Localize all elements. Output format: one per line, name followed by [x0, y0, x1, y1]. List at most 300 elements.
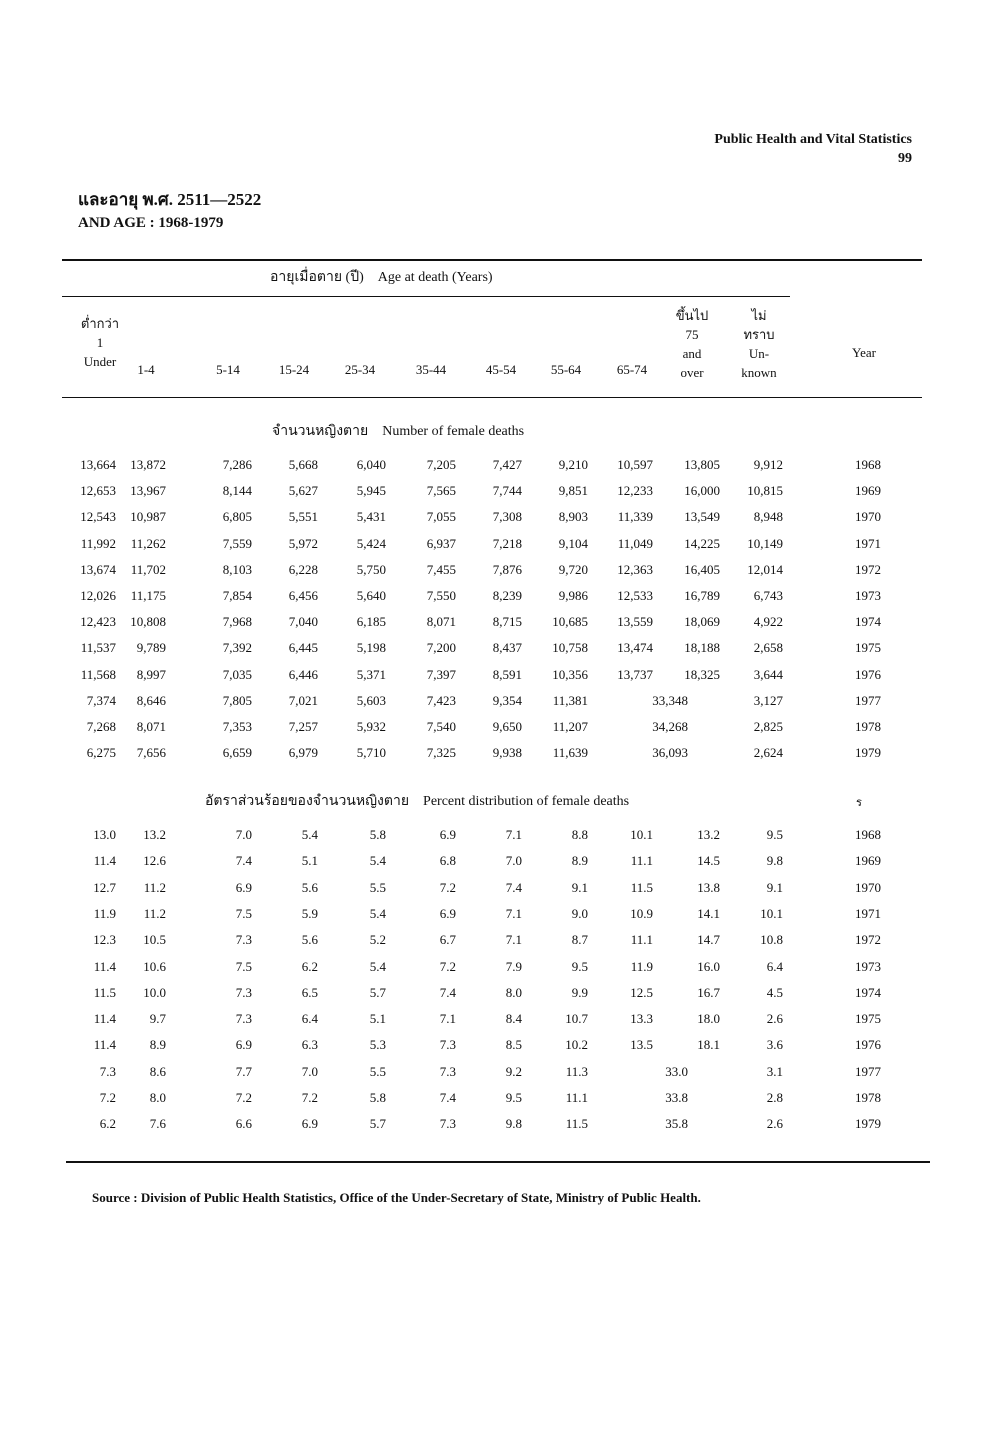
table-cell: 6,445 — [288, 640, 318, 656]
table-cell: 16,789 — [684, 588, 720, 603]
table-cell: 12.3 — [93, 932, 116, 948]
table-cell: 10,149 — [747, 535, 783, 551]
table-cell: 18.0 — [697, 1011, 720, 1027]
table-cell: 10,808 — [130, 614, 166, 630]
table-cell: 8.9 — [149, 1037, 166, 1053]
table-cell: 11.4 — [93, 1037, 116, 1053]
table-cell: 11,537 — [80, 640, 116, 656]
table-cell: 13,805 — [684, 457, 720, 472]
table-cell: 12.6 — [143, 853, 166, 869]
table-cell: 10.1 — [630, 827, 653, 842]
column-header-line: 15-24 — [278, 362, 310, 377]
table-cell: 2.6 — [766, 1011, 783, 1027]
table-cell: 11.2 — [143, 879, 166, 895]
table-cell: 10.6 — [143, 958, 166, 974]
table-cell: 10.7 — [565, 1011, 588, 1027]
year-cell: 1978 — [855, 1090, 881, 1105]
table-cell: 6,659 — [222, 745, 252, 761]
table-cell: 8,071 — [136, 719, 166, 734]
year-cell: 1973 — [855, 958, 881, 974]
table-cell: 11,049 — [617, 535, 653, 551]
year-cell: 1978 — [855, 719, 881, 734]
table-cell: 7.4 — [439, 984, 456, 1000]
table-cell: 6,937 — [426, 535, 456, 551]
table-cell: 8.4 — [505, 1011, 522, 1027]
column-header-line — [320, 379, 400, 398]
table-cell: 13,967 — [130, 483, 166, 499]
table-cell: 5.7 — [369, 984, 386, 1000]
table-cell: 6,743 — [753, 588, 783, 603]
table-title-thai: และอายุ พ.ศ. 2511—2522 — [78, 190, 262, 209]
year-cell: 1979 — [855, 745, 881, 761]
table-cell: 7.4 — [439, 1090, 456, 1105]
table-cell: 9.9 — [571, 984, 588, 1000]
table-cell: 3.1 — [766, 1063, 783, 1079]
table-cell: 7,035 — [222, 666, 252, 682]
running-header — [640, 130, 912, 168]
table-cell: 9.1 — [766, 879, 783, 895]
table-cell: 9.5 — [766, 827, 783, 842]
section-number-heading-english: Number of female deaths — [382, 424, 525, 439]
table-cell: 7,353 — [222, 719, 252, 734]
table-cell: 5.4 — [301, 827, 318, 842]
table-cell: 11,568 — [80, 666, 116, 682]
table-cell: 6.9 — [235, 1037, 252, 1053]
table-cell: 12,363 — [617, 561, 653, 577]
table-title-english: AND AGE : 1968-1979 — [78, 215, 224, 231]
table-cell: 7,455 — [426, 561, 456, 577]
table-cell: 7,968 — [222, 614, 252, 630]
table-cell: 5,945 — [356, 483, 386, 499]
table-cell: 2,624 — [753, 745, 783, 761]
table-cell: 7.3 — [439, 1063, 456, 1079]
table-cell: 7,805 — [222, 692, 252, 708]
table-cell: 7,308 — [492, 509, 522, 525]
table-cell: 7,268 — [86, 719, 116, 734]
table-bottom-rule — [66, 1161, 930, 1163]
table-cell: 5.9 — [301, 905, 318, 921]
table-cell: 3.6 — [766, 1037, 783, 1053]
table-cell: 7.3 — [235, 932, 252, 948]
year-cell: 1969 — [855, 483, 881, 499]
table-cell: 11,639 — [552, 745, 588, 761]
table-cell: 7,055 — [426, 509, 456, 525]
table-cell: 14.1 — [697, 905, 720, 921]
table-cell: 5.8 — [369, 827, 386, 842]
year-cell: 1976 — [855, 666, 881, 682]
table-cell: 7,286 — [222, 457, 252, 472]
table-cell: 11,992 — [80, 535, 116, 551]
table-cell: 7,656 — [136, 745, 166, 761]
table-cell: 7.3 — [235, 984, 252, 1000]
table-cell: 12.5 — [630, 984, 653, 1000]
table-cell: 4,922 — [753, 614, 783, 630]
table-cell: 9,650 — [492, 719, 522, 734]
table-cell: 8,591 — [492, 666, 522, 682]
table-cell: 6,446 — [288, 666, 318, 682]
table-cell: 7.1 — [505, 905, 522, 921]
table-cell: 11,702 — [130, 561, 166, 577]
table-cell: 5.1 — [369, 1011, 386, 1027]
table-cell: 7,040 — [288, 614, 318, 630]
year-cell: 1974 — [855, 614, 881, 630]
table-cell: 5,668 — [288, 457, 318, 472]
column-header-line — [106, 341, 186, 360]
year-cell: 1971 — [855, 535, 881, 551]
section-number-heading-thai: จำนวนหญิงตาย — [272, 424, 369, 439]
table-cell: 5.6 — [301, 932, 318, 948]
table-cell: 11.1 — [630, 853, 653, 869]
table-cell: 5.4 — [369, 958, 386, 974]
table-cell: 10,356 — [552, 666, 588, 682]
age-group-rule — [62, 296, 790, 297]
table-cell: 8,948 — [753, 509, 783, 525]
table-cell: 9.8 — [766, 853, 783, 869]
column-header-line — [106, 379, 186, 398]
table-cell: 5,198 — [356, 640, 386, 656]
table-cell: 7.5 — [235, 958, 252, 974]
table-cell: 9,720 — [558, 561, 588, 577]
table-cell: 7,540 — [426, 719, 456, 734]
merged-75-over-cell: 33,348 — [652, 692, 688, 708]
table-cell: 16.7 — [697, 984, 720, 1000]
table-cell: 6,805 — [222, 509, 252, 525]
table-cell: 7.1 — [505, 827, 522, 842]
table-cell: 9,104 — [558, 535, 588, 551]
table-cell: 14,225 — [684, 535, 720, 551]
age-group-header — [270, 266, 493, 288]
table-cell: 7.3 — [235, 1011, 252, 1027]
table-cell: 11,381 — [552, 692, 588, 708]
table-cell: 10,685 — [552, 614, 588, 630]
table-cell: 7.5 — [235, 905, 252, 921]
merged-75-over-cell: 36,093 — [652, 745, 688, 761]
table-cell: 16.0 — [697, 958, 720, 974]
table-cell: 12,653 — [80, 483, 116, 499]
table-cell: 5,551 — [288, 509, 318, 525]
table-cell: 9,986 — [558, 588, 588, 603]
table-cell: 8,144 — [222, 483, 252, 499]
table-cell: 11,175 — [130, 588, 166, 603]
table-cell: 10.9 — [630, 905, 653, 921]
column-header-line: ขึ้นไป — [675, 308, 709, 323]
source-note: Source : Division of Public Health Statistics, Office of the Under-Secretary of State, Ministry of Public Health. — [92, 1190, 701, 1205]
table-cell: 6.9 — [439, 905, 456, 921]
year-cell: 1972 — [855, 561, 881, 577]
table-cell: 11.3 — [565, 1063, 588, 1079]
table-cell: 9.5 — [571, 958, 588, 974]
year-column-header: Year — [852, 345, 876, 360]
table-cell: 6.4 — [766, 958, 783, 974]
table-cell: 7,876 — [492, 561, 522, 577]
table-cell: 6.9 — [235, 879, 252, 895]
table-cell: 18,325 — [684, 666, 720, 682]
table-cell: 12,533 — [617, 588, 653, 603]
table-cell: 7.1 — [439, 1011, 456, 1027]
table-cell: 6.5 — [301, 984, 318, 1000]
table-cell: 8,239 — [492, 588, 522, 603]
year-cell: 1968 — [855, 457, 881, 472]
table-cell: 13.2 — [697, 827, 720, 842]
table-cell: 12,233 — [617, 483, 653, 499]
table-cell: 11,207 — [552, 719, 588, 734]
table-cell: 9.0 — [571, 905, 588, 921]
table-cell: 5.8 — [369, 1090, 386, 1105]
table-cell: 8.9 — [571, 853, 588, 869]
table-cell: 10.5 — [143, 932, 166, 948]
table-cell: 9.1 — [571, 879, 588, 895]
column-header — [106, 341, 186, 398]
table-cell: 12,026 — [80, 588, 116, 603]
table-cell: 18.1 — [697, 1037, 720, 1053]
table-cell: 7,397 — [426, 666, 456, 682]
table-cell: 11.4 — [93, 958, 116, 974]
table-cell: 13,674 — [80, 561, 116, 577]
table-cell: 18,188 — [684, 640, 720, 656]
table-cell: 11.9 — [93, 905, 116, 921]
column-header — [391, 341, 471, 398]
table-cell: 7.2 — [235, 1090, 252, 1105]
table-cell: 5.6 — [301, 879, 318, 895]
table-cell: 2,658 — [753, 640, 783, 656]
table-cell: 3,127 — [753, 692, 783, 708]
table-cell: 6,185 — [356, 614, 386, 630]
table-cell: 6.4 — [301, 1011, 318, 1027]
column-header-line: 45-54 — [485, 362, 517, 377]
table-cell: 5.7 — [369, 1116, 386, 1132]
table-cell: 7,218 — [492, 535, 522, 551]
page-number: 99 — [898, 151, 912, 166]
year-cell: 1969 — [855, 853, 881, 869]
column-header-line: 1 — [96, 335, 104, 350]
table-cell: 11.5 — [630, 879, 653, 895]
table-cell: 5.3 — [369, 1037, 386, 1053]
table-cell: 10,987 — [130, 509, 166, 525]
table-cell: 8,715 — [492, 614, 522, 630]
table-cell: 2,825 — [753, 719, 783, 734]
table-cell: 6.9 — [439, 827, 456, 842]
table-cell: 5,424 — [356, 535, 386, 551]
table-cell: 8,437 — [492, 640, 522, 656]
table-cell: 16,000 — [684, 483, 720, 499]
column-header — [719, 306, 799, 382]
table-cell: 8,903 — [558, 509, 588, 525]
table-cell: 5.1 — [301, 853, 318, 869]
year-cell: 1972 — [855, 932, 881, 948]
year-column-mark: ร — [856, 797, 862, 809]
column-header-line — [320, 341, 400, 360]
column-header-line: over — [680, 365, 704, 380]
table-cell: 11.4 — [93, 853, 116, 869]
table-cell: 6.8 — [439, 853, 456, 869]
table-cell: 7.7 — [235, 1063, 252, 1079]
table-cell: 7.9 — [505, 958, 522, 974]
year-cell: 1973 — [855, 588, 881, 603]
table-cell: 7.2 — [99, 1090, 116, 1105]
table-cell: 5,972 — [288, 535, 318, 551]
table-cell: 8,646 — [136, 692, 166, 708]
table-cell: 5,371 — [356, 666, 386, 682]
age-group-header-english: Age at death (Years) — [377, 270, 493, 285]
table-cell: 7.2 — [301, 1090, 318, 1105]
table-cell: 13,474 — [617, 640, 653, 656]
table-cell: 10,597 — [617, 457, 653, 472]
column-header-line: ไม่ — [751, 308, 767, 323]
table-cell: 7,392 — [222, 640, 252, 656]
table-cell: 2.8 — [766, 1090, 783, 1105]
year-cell: 1976 — [855, 1037, 881, 1053]
table-cell: 13.2 — [143, 827, 166, 842]
table-cell: 11.5 — [93, 984, 116, 1000]
table-cell: 11.1 — [565, 1090, 588, 1105]
table-cell: 7,854 — [222, 588, 252, 603]
table-cell: 8.0 — [149, 1090, 166, 1105]
table-cell: 7.0 — [235, 827, 252, 842]
column-header-line — [391, 379, 471, 398]
year-cell: 1975 — [855, 640, 881, 656]
table-cell: 7,744 — [492, 483, 522, 499]
column-header — [320, 341, 400, 398]
table-cell: 9.7 — [149, 1011, 166, 1027]
column-header-line: 5-14 — [216, 362, 240, 377]
table-cell: 7.0 — [505, 853, 522, 869]
table-cell: 6.2 — [99, 1116, 116, 1132]
table-cell: 9,210 — [558, 457, 588, 472]
table-cell: 16,405 — [684, 561, 720, 577]
table-cell: 13.8 — [697, 879, 720, 895]
running-header-title: Public Health and Vital Statistics — [714, 132, 912, 147]
table-cell: 8.6 — [149, 1063, 166, 1079]
table-cell: 10.2 — [565, 1037, 588, 1053]
table-cell: 7,205 — [426, 457, 456, 472]
table-cell: 8,071 — [426, 614, 456, 630]
table-cell: 9,912 — [753, 457, 783, 472]
table-cell: 7.1 — [505, 932, 522, 948]
age-group-header-thai: อายุเมื่อตาย (ปี) — [270, 270, 364, 285]
table-cell: 13,549 — [684, 509, 720, 525]
column-header-line: and — [682, 346, 702, 361]
table-cell: 13,664 — [80, 457, 116, 472]
table-cell: 6.3 — [301, 1037, 318, 1053]
column-header-line: 65-74 — [616, 362, 648, 377]
table-cell: 5,627 — [288, 483, 318, 499]
table-cell: 5.4 — [369, 853, 386, 869]
table-cell: 5,431 — [356, 509, 386, 525]
table-cell: 8,997 — [136, 666, 166, 682]
table-cell: 8.7 — [571, 932, 588, 948]
table-cell: 3,644 — [753, 666, 783, 682]
column-header-line — [391, 341, 471, 360]
table-cell: 12,014 — [747, 561, 783, 577]
table-cell: 12,543 — [80, 509, 116, 525]
table-cell: 10,758 — [552, 640, 588, 656]
table-cell: 11.5 — [565, 1116, 588, 1132]
table-cell: 13.3 — [630, 1011, 653, 1027]
table-cell: 6,979 — [288, 745, 318, 761]
table-cell: 11.2 — [143, 905, 166, 921]
table-cell: 6.6 — [235, 1116, 252, 1132]
table-cell: 6,456 — [288, 588, 318, 603]
year-cell: 1968 — [855, 827, 881, 842]
table-cell: 14.5 — [697, 853, 720, 869]
table-cell: 14.7 — [697, 932, 720, 948]
table-cell: 5,750 — [356, 561, 386, 577]
table-cell: 9.8 — [505, 1116, 522, 1132]
merged-75-over-cell: 33.0 — [665, 1063, 688, 1079]
table-cell: 7,427 — [492, 457, 522, 472]
column-header-line: Un- — [748, 346, 770, 361]
table-cell: 7.3 — [439, 1037, 456, 1053]
table-cell: 12,423 — [80, 614, 116, 630]
table-cell: 5,932 — [356, 719, 386, 734]
table-cell: 10,815 — [747, 483, 783, 499]
table-cell: 13.5 — [630, 1037, 653, 1053]
year-cell: 1979 — [855, 1116, 881, 1132]
column-header-line: 35-44 — [415, 362, 447, 377]
table-cell: 9,938 — [492, 745, 522, 761]
year-cell: 1977 — [855, 692, 881, 708]
year-cell: 1970 — [855, 879, 881, 895]
table-cell: 5.2 — [369, 932, 386, 948]
merged-75-over-cell: 33.8 — [665, 1090, 688, 1105]
table-cell: 5,603 — [356, 692, 386, 708]
table-cell: 2.6 — [766, 1116, 783, 1132]
table-cell: 11,339 — [617, 509, 653, 525]
table-cell: 5,710 — [356, 745, 386, 761]
table-cell: 7,565 — [426, 483, 456, 499]
top-rule — [62, 259, 922, 261]
table-cell: 7,550 — [426, 588, 456, 603]
table-cell: 8.8 — [571, 827, 588, 842]
column-header-line: 55-64 — [550, 362, 582, 377]
table-cell: 6.7 — [439, 932, 456, 948]
column-header-line: 1-4 — [137, 362, 155, 377]
section-percent-heading-english: Percent distribution of female deaths — [423, 794, 630, 809]
table-cell: 8.0 — [505, 984, 522, 1000]
table-cell: 5.4 — [369, 905, 386, 921]
table-cell: 7.0 — [301, 1063, 318, 1079]
year-cell: 1974 — [855, 984, 881, 1000]
table-cell: 9,789 — [136, 640, 166, 656]
table-cell: 7,200 — [426, 640, 456, 656]
table-cell: 13,737 — [617, 666, 653, 682]
column-header-line: Under — [83, 354, 117, 369]
table-cell: 7,423 — [426, 692, 456, 708]
table-cell: 7,021 — [288, 692, 318, 708]
table-cell: 7,559 — [222, 535, 252, 551]
table-cell: 9,354 — [492, 692, 522, 708]
table-cell: 7.2 — [439, 879, 456, 895]
table-cell: 9.2 — [505, 1063, 522, 1079]
column-header-line: 25-34 — [344, 362, 376, 377]
table-cell: 6,275 — [86, 745, 116, 761]
table-cell: 10.0 — [143, 984, 166, 1000]
table-cell: 7,325 — [426, 745, 456, 761]
table-cell: 9,851 — [558, 483, 588, 499]
table-cell: 11.9 — [630, 958, 653, 974]
merged-75-over-cell: 34,268 — [652, 719, 688, 734]
table-cell: 8.5 — [505, 1037, 522, 1053]
table-cell: 7.3 — [439, 1116, 456, 1132]
year-cell: 1975 — [855, 1011, 881, 1027]
year-cell: 1971 — [855, 905, 881, 921]
table-cell: 10.8 — [760, 932, 783, 948]
table-cell: 12.7 — [93, 879, 116, 895]
column-header-line: 75 — [685, 327, 699, 342]
table-cell: 18,069 — [684, 614, 720, 630]
table-cell: 6.2 — [301, 958, 318, 974]
table-cell: 7.6 — [149, 1116, 166, 1132]
